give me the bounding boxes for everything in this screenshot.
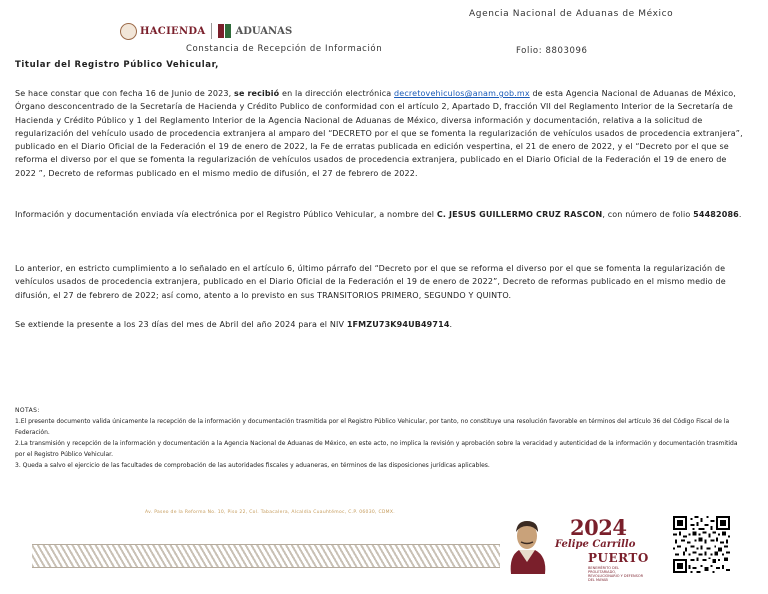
- agency-name: Agencia Nacional de Aduanas de México: [469, 9, 674, 19]
- document-title: Constancia de Recepción de Información: [186, 44, 383, 54]
- header-logos: [120, 20, 292, 42]
- p1-text-a: Se hace constar que con fecha 16 de Junio de 2023,: [15, 89, 235, 98]
- logo-tagline: BENEMÉRITO DEL PROLETARIADO, REVOLUCIONARIO Y DEFENSOR DEL MAYAB: [588, 566, 644, 582]
- qr-code-icon: [673, 516, 730, 573]
- paragraph-issuance: [15, 318, 745, 331]
- coat-of-arms-icon: [120, 23, 137, 40]
- paragraph-reception: [15, 87, 745, 180]
- note-item: 2.La transmisión y recepción de la información y documentación a la Agencia Nacional de Aduanas de México, en este acto, no implica la revisión y aprobación sobre la veracidad y autenticidad de la información y documentación trasmitida por el Registro Público Vehicular.: [15, 440, 738, 458]
- paragraph-legal-basis: Lo anterior, en estricto cumplimiento a lo señalado en el artículo 6, último párrafo del “Decreto por el que se reforma el diverso por el que se fomenta la regularización de vehículos usados de procedencia extranjera, publicado en el Diario Oficial de la Federación el 19 de enero de 2022”, Decreto de reformas publicado en el mismo medio de difusión, el 27 de febrero de 2022; así como, atento a lo previsto en sus TRANSITORIOS PRIMERO, SEGUNDO Y QUINTO.: [15, 264, 726, 300]
- recipient-name: C. JESUS GUILLERMO CRUZ RASCON: [436, 210, 603, 219]
- aduanas-mark-icon: [218, 24, 231, 38]
- p4-text-b: .: [449, 320, 453, 329]
- notes-heading: NOTAS:: [15, 407, 40, 414]
- vin-number: 1FMZU73K94UB49714: [346, 320, 450, 329]
- name-logo-line1: Felipe Carrillo: [555, 539, 636, 550]
- p1-text-d: de esta Agencia Nacional de Aduanas de México, Órgano desconcentrado de la Secretaría de Hacienda y Crédito Publico de conformidad con el artículo 2, Apartado D, fracción VII del Reglamento Interior de la Secretaría de Hacienda y Crédito Público y 1 del Reglamento Interior de la Agencia Nacional de Aduanas de México, diversa información y documentación, relativa a la solicitud de regularización del vehículo usado de procedencia extranjera al amparo del “DECRETO por el que se fomenta la regularización de vehículos usados de procedencia extranjera”, publicado en el Diario Oficial de la Federación el 19 de enero de 2022, la Fe de erratas publicada en edición vespertina, el 21 de enero de 2022, y el “Decreto por el que se reforma el diverso por el que se fomenta la regularización de vehículos usados de procedencia extranjera, publicado en el Diario Oficial de la Federación el 19 de enero de 2022 ”, Decreto de reformas publicado en el mismo medio de difusión, el 27 de febrero de 2022.: [15, 89, 743, 178]
- logo-divider: [211, 23, 212, 39]
- p1-received: se recibió: [234, 89, 280, 98]
- note-item: 1.El presente documento valida únicamente la recepción de la información y documentación trasmitida por el Registro Público Vehicular, por tanto, no constituye una resolución favorable en términos del artículo 36 del Código Fiscal de la Federación.: [15, 418, 730, 436]
- note-item: 3. Queda a salvo el ejercicio de las facultades de comprobación de las autoridades fiscales y aduaneras, en términos de las disposiciones jurídicas aplicables.: [15, 462, 490, 469]
- p4-text-a: Se extiende la presente a los 23 días del mes de Abril del año 2024 para el NIV: [15, 320, 347, 329]
- decorative-band-bottom: [32, 567, 500, 568]
- p2-text-b: , con número de folio: [602, 210, 694, 219]
- notes-section: [15, 405, 740, 471]
- hacienda-logo-text: HACIENDA: [140, 25, 206, 37]
- aduanas-logo-text: ADUANAS: [235, 25, 293, 37]
- p1-text-c: en la dirección electrónica: [279, 89, 395, 98]
- folio-number: 54482086: [693, 210, 739, 219]
- p2-text-a: Información y documentación enviada vía electrónica por el Registro Público Vehicular, a nombre del: [15, 210, 437, 219]
- portrait-icon: [501, 516, 553, 574]
- email-link[interactable]: decretovehiculos@anam.gob.mx: [394, 89, 530, 98]
- document-folio: Folio: 8803096: [516, 46, 588, 56]
- paragraph-sender: [15, 208, 745, 221]
- decorative-band: [32, 545, 500, 567]
- name-logo-line2: PUERTO: [588, 551, 649, 565]
- greeting: Titular del Registro Público Vehicular,: [15, 60, 219, 70]
- p2-text-c: .: [738, 210, 742, 219]
- footer-address: Av. Paseo de la Reforma No. 10, Piso 22, Col. Tabacalera, Alcaldía Cuauhtémoc, C.P. 06030, CDMX.: [145, 510, 395, 515]
- year-logo: 2024: [570, 515, 627, 540]
